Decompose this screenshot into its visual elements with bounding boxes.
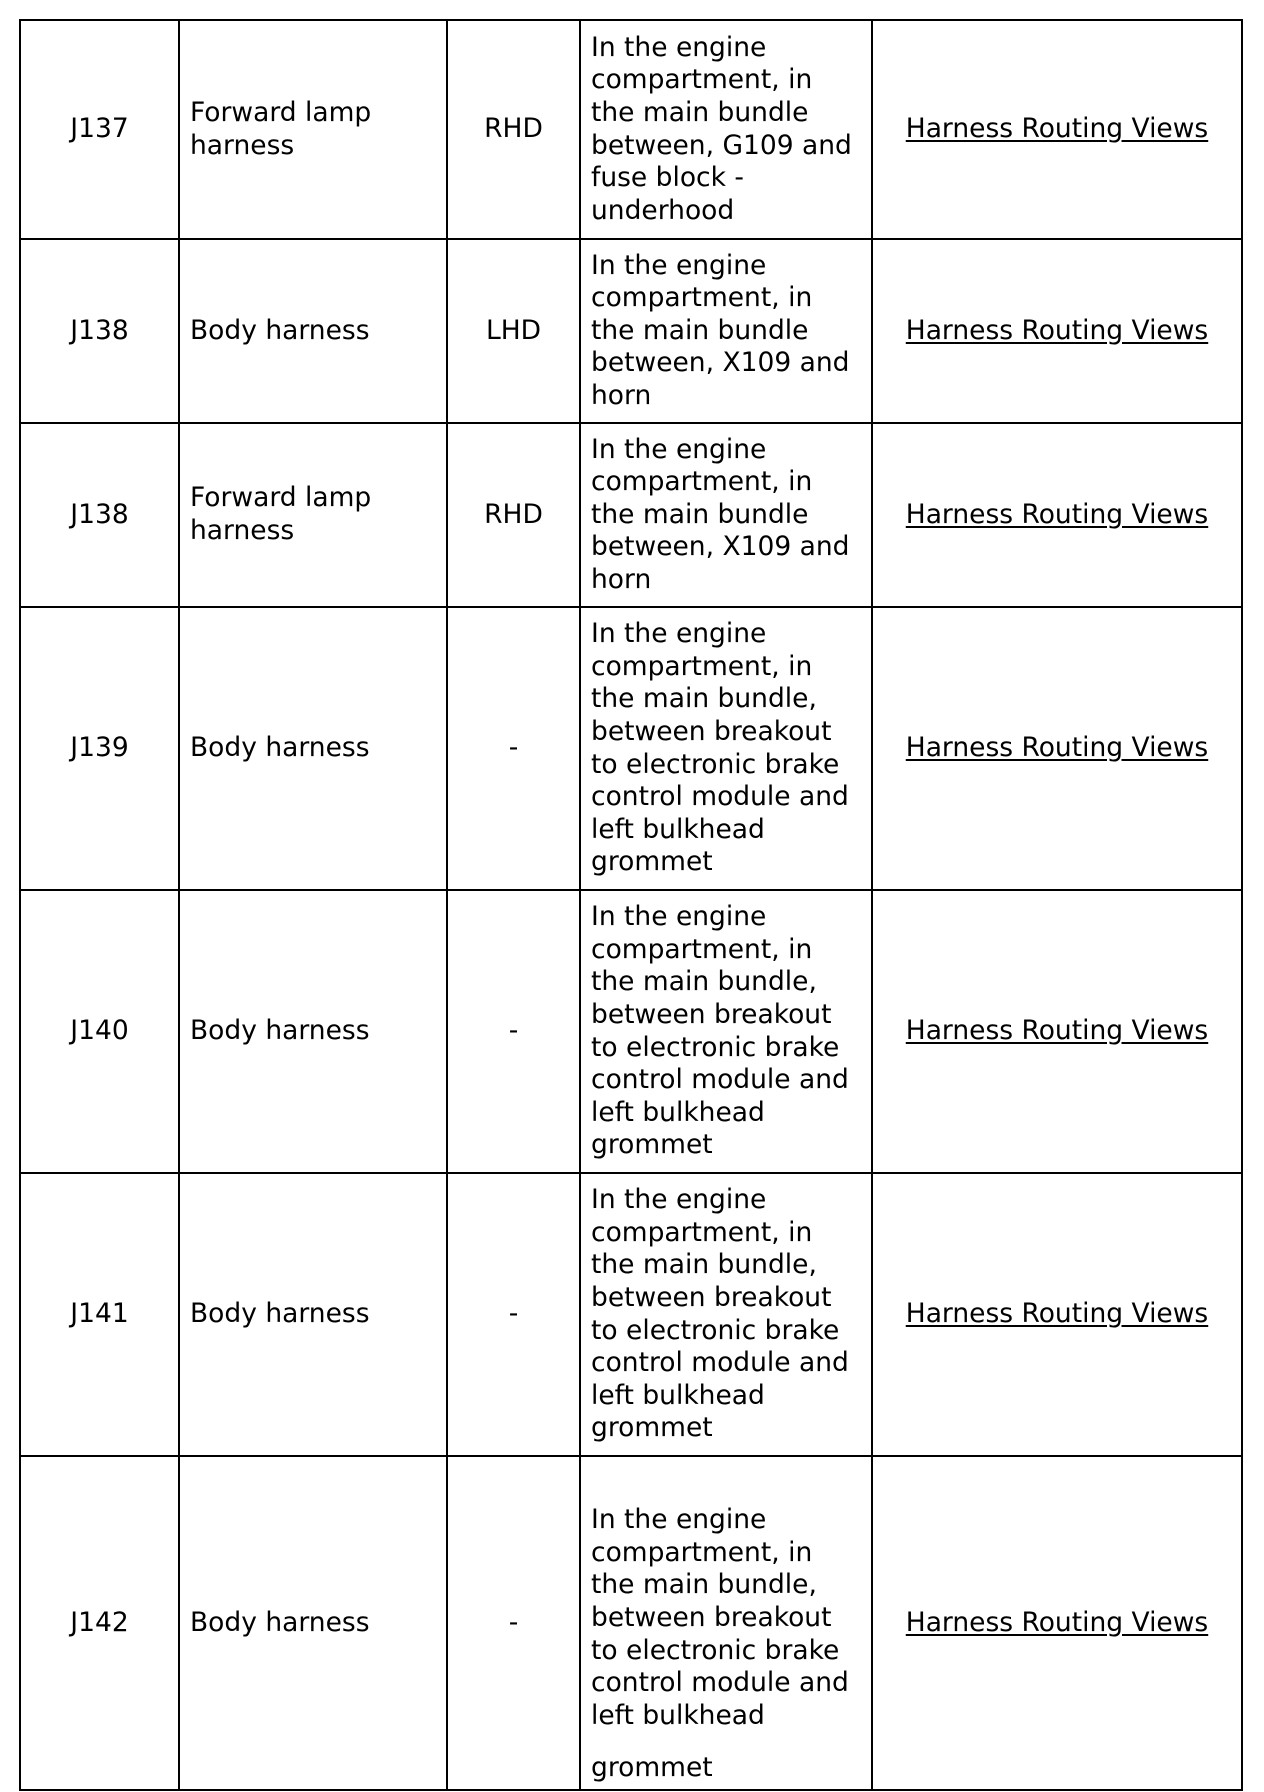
- drive-side-cell: RHD: [447, 20, 580, 239]
- connector-id-cell: J138: [20, 423, 179, 607]
- link-cell: [872, 20, 1242, 239]
- connector-id-cell: J137: [20, 20, 179, 239]
- location-line: compartment, in: [591, 282, 813, 314]
- harness-routing-views-link[interactable]: Harness Routing Views: [905, 732, 1209, 764]
- table-row: [20, 890, 1242, 1173]
- harness-line: Body harness: [190, 314, 370, 346]
- harness-cell: [179, 1173, 447, 1456]
- table-row: [20, 1456, 1242, 1790]
- location-line: the main bundle: [591, 314, 809, 346]
- location-line: compartment, in: [591, 650, 813, 682]
- location-line: to electronic brake: [591, 1634, 840, 1666]
- harness-routing-views-link[interactable]: Harness Routing Views: [905, 314, 1209, 346]
- link-cell: [872, 607, 1242, 890]
- location-line: to electronic brake: [591, 748, 840, 780]
- table-row: [20, 607, 1242, 890]
- location-line: In the engine: [591, 249, 767, 281]
- harness-line: Forward lamp: [190, 96, 372, 128]
- location-cell: [580, 20, 872, 239]
- link-cell: [872, 239, 1242, 423]
- location-line: control module and: [591, 1064, 849, 1096]
- location-cell: [580, 1456, 872, 1790]
- drive-side-cell: -: [447, 1173, 580, 1456]
- harness-routing-views-link[interactable]: Harness Routing Views: [905, 1606, 1209, 1638]
- link-cell: [872, 1173, 1242, 1456]
- location-line: between breakout: [591, 998, 832, 1030]
- location-line: In the engine: [591, 901, 767, 933]
- connector-id-cell: J141: [20, 1173, 179, 1456]
- location-line: left bulkhead: [591, 1699, 765, 1731]
- harness-line: Forward lamp: [190, 482, 372, 514]
- location-line: the main bundle,: [591, 1569, 817, 1601]
- location-line: between breakout: [591, 715, 832, 747]
- location-line: left bulkhead: [591, 813, 765, 845]
- document-page: [19, 19, 1243, 1791]
- location-line: control module and: [591, 1347, 849, 1379]
- table-row: [20, 423, 1242, 607]
- harness-cell: [179, 607, 447, 890]
- connector-id-cell: J140: [20, 890, 179, 1173]
- location-line: left bulkhead: [591, 1379, 765, 1411]
- location-line: underhood: [591, 194, 735, 226]
- location-line: the main bundle: [591, 96, 809, 128]
- location-line: the main bundle,: [591, 966, 817, 998]
- link-cell: [872, 423, 1242, 607]
- harness-routing-views-link[interactable]: Harness Routing Views: [905, 1298, 1209, 1330]
- harness-cell: [179, 239, 447, 423]
- location-line: In the engine: [591, 1184, 767, 1216]
- paragraph-gap: [591, 1732, 861, 1752]
- location-line: between, X109 and: [591, 347, 850, 379]
- location-line: between, G109 and: [591, 129, 852, 161]
- drive-side-cell: -: [447, 890, 580, 1173]
- location-line: grommet: [591, 1412, 713, 1444]
- location-cell: [580, 890, 872, 1173]
- location-line: grommet: [591, 1752, 713, 1784]
- location-line: to electronic brake: [591, 1031, 840, 1063]
- location-line: compartment, in: [591, 1536, 813, 1568]
- location-cell: [580, 607, 872, 890]
- harness-cell: [179, 890, 447, 1173]
- harness-line: Body harness: [190, 732, 370, 764]
- harness-line: harness: [190, 515, 295, 546]
- location-line: control module and: [591, 781, 849, 813]
- harness-routing-views-link[interactable]: Harness Routing Views: [905, 498, 1209, 530]
- harness-line: Body harness: [190, 1298, 370, 1330]
- connector-id-cell: J138: [20, 239, 179, 423]
- harness-line: Body harness: [190, 1606, 370, 1638]
- harness-line: Body harness: [190, 1015, 370, 1047]
- drive-side-cell: -: [447, 607, 580, 890]
- location-line: to electronic brake: [591, 1314, 840, 1346]
- location-line: the main bundle: [591, 498, 809, 530]
- harness-table: [19, 19, 1243, 1791]
- location-cell: [580, 239, 872, 423]
- location-line: between breakout: [591, 1602, 832, 1634]
- harness-cell: [179, 1456, 447, 1790]
- table-body: [20, 20, 1242, 1790]
- table-row: [20, 20, 1242, 239]
- location-line: horn: [591, 379, 652, 411]
- location-cell: [580, 423, 872, 607]
- location-cell: [580, 1173, 872, 1456]
- location-line: left bulkhead: [591, 1096, 765, 1128]
- location-line: compartment, in: [591, 64, 813, 96]
- drive-side-cell: RHD: [447, 423, 580, 607]
- harness-line: harness: [190, 129, 295, 161]
- location-line: the main bundle,: [591, 683, 817, 715]
- location-line: grommet: [591, 1129, 713, 1161]
- connector-id-cell: J139: [20, 607, 179, 890]
- location-line: grommet: [591, 846, 713, 878]
- harness-cell: [179, 423, 447, 607]
- location-line: control module and: [591, 1667, 849, 1699]
- location-line: In the engine: [591, 433, 767, 465]
- location-line: horn: [591, 563, 652, 595]
- location-line: In the engine: [591, 31, 767, 63]
- drive-side-cell: LHD: [447, 239, 580, 423]
- location-line: In the engine: [591, 1504, 767, 1536]
- location-line: compartment, in: [591, 933, 813, 965]
- link-cell: [872, 1456, 1242, 1790]
- location-line: between, X109 and: [591, 531, 850, 563]
- harness-cell: [179, 20, 447, 239]
- harness-routing-views-link[interactable]: Harness Routing Views: [905, 113, 1209, 145]
- drive-side-cell: -: [447, 1456, 580, 1790]
- location-line: the main bundle,: [591, 1249, 817, 1281]
- link-cell: [872, 890, 1242, 1173]
- location-line: fuse block -: [591, 162, 744, 194]
- location-line: In the engine: [591, 618, 767, 650]
- table-row: [20, 239, 1242, 423]
- connector-id-cell: J142: [20, 1456, 179, 1790]
- location-line: compartment, in: [591, 1216, 813, 1248]
- location-line: compartment, in: [591, 466, 813, 498]
- location-line: between breakout: [591, 1281, 832, 1313]
- table-row: [20, 1173, 1242, 1456]
- harness-routing-views-link[interactable]: Harness Routing Views: [905, 1015, 1209, 1047]
